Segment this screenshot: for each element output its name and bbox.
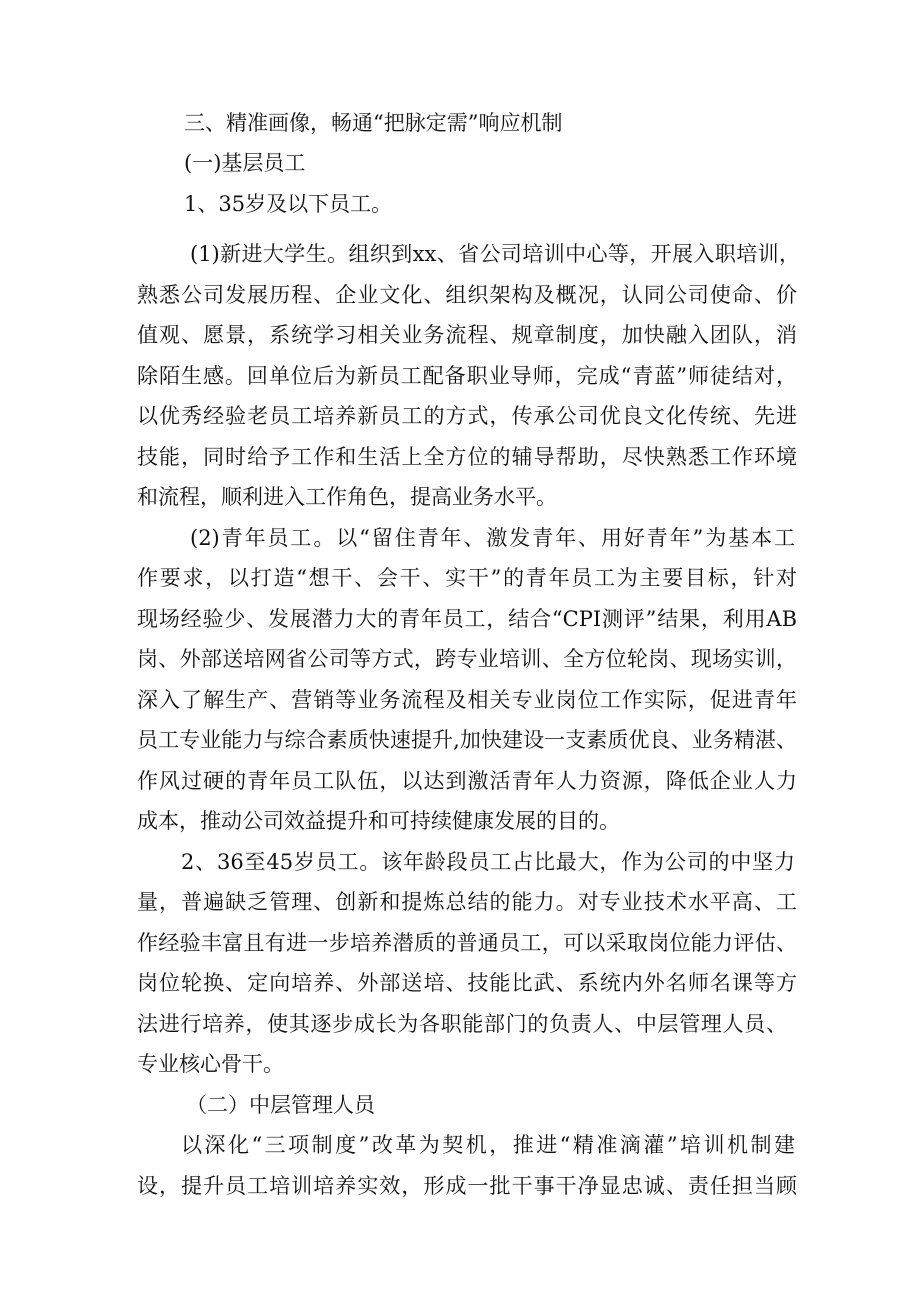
paragraph-line: 作要求，以打造“想干、会干、实干”的青年员工为主要目标，针对 bbox=[137, 566, 797, 590]
paragraph-line: 除陌生感。回单位后为新员工配备职业导师，完成“青蓝”师徒结对， bbox=[137, 364, 797, 388]
paragraph-line: 熟悉公司发展历程、企业文化、组织架构及概况，认同公司使命、价 bbox=[137, 283, 797, 307]
paragraph-line: 2、36至45岁员工。该年龄段员工占比最大，作为公司的中坚力 bbox=[181, 850, 795, 874]
paragraph-line: 岗、外部送培网省公司等方式，跨专业培训、全方位轮岗、现场实训， bbox=[137, 647, 797, 671]
paragraph-line: 值观、愿景，系统学习相关业务流程、规章制度，加快融入团队，消 bbox=[137, 323, 797, 347]
paragraph-line: 员工专业能力与综合素质快速提升,加快建设一支素质优良、业务精湛、 bbox=[137, 728, 797, 752]
paragraph-line: 和流程，顺利进入工作角色，提高业务水平。 bbox=[137, 485, 557, 509]
paragraph-line: (2)青年员工。以“留住青年、激发青年、用好青年”为基本工 bbox=[190, 526, 795, 550]
paragraph-line: 深入了解生产、营销等业务流程及相关专业岗位工作实际，促进青年 bbox=[137, 688, 797, 712]
paragraph-line: 成本，推动公司效益提升和可持续健康发展的目的。 bbox=[137, 809, 620, 833]
paragraph-line: 现场经验少、发展潜力大的青年员工，结合“CPI测评”结果，利用AB bbox=[137, 607, 797, 631]
paragraph-line: 法进行培养，使其逐步成长为各职能部门的负责人、中层管理人员、 bbox=[137, 1012, 787, 1036]
item-heading: 1、35岁及以下员工。 bbox=[184, 192, 393, 216]
paragraph-line: 岗位轮换、定向培养、外部送培、技能比武、系统内外名师名课等方 bbox=[137, 971, 797, 995]
section-heading: 三、精准画像，畅通“把脉定需”响应机制 bbox=[184, 111, 563, 135]
subsection-heading: （二）中层管理人员 bbox=[186, 1093, 375, 1117]
subsection-heading: (一)基层员工 bbox=[184, 151, 306, 175]
paragraph-line: 以优秀经验老员工培养新员工的方式，传承公司优良文化传统、先进 bbox=[137, 404, 797, 428]
paragraph-line: 量，普遍缺乏管理、创新和提炼总结的能力。对专业技术水平高、工 bbox=[137, 890, 797, 914]
paragraph-line: (1)新进大学生。组织到xx、省公司培训中心等，开展入职培训， bbox=[190, 242, 800, 266]
paragraph-line: 作风过硬的青年员工队伍，以达到激活青年人力资源，降低企业人力 bbox=[137, 769, 797, 793]
paragraph-line: 技能，同时给予工作和生活上全方位的辅导帮助，尽快熟悉工作环境 bbox=[137, 445, 797, 469]
paragraph-line: 设，提升员工培训培养实效，形成一批干事干净显忠诚、责任担当顾 bbox=[137, 1174, 797, 1198]
paragraph-line: 作经验丰富且有进一步培养潜质的普通员工，可以采取岗位能力评估、 bbox=[137, 931, 797, 955]
paragraph-line: 以深化“三项制度”改革为契机，推进“精准滴灌”培训机制建 bbox=[181, 1133, 795, 1157]
paragraph-line: 专业核心骨干。 bbox=[137, 1052, 284, 1076]
